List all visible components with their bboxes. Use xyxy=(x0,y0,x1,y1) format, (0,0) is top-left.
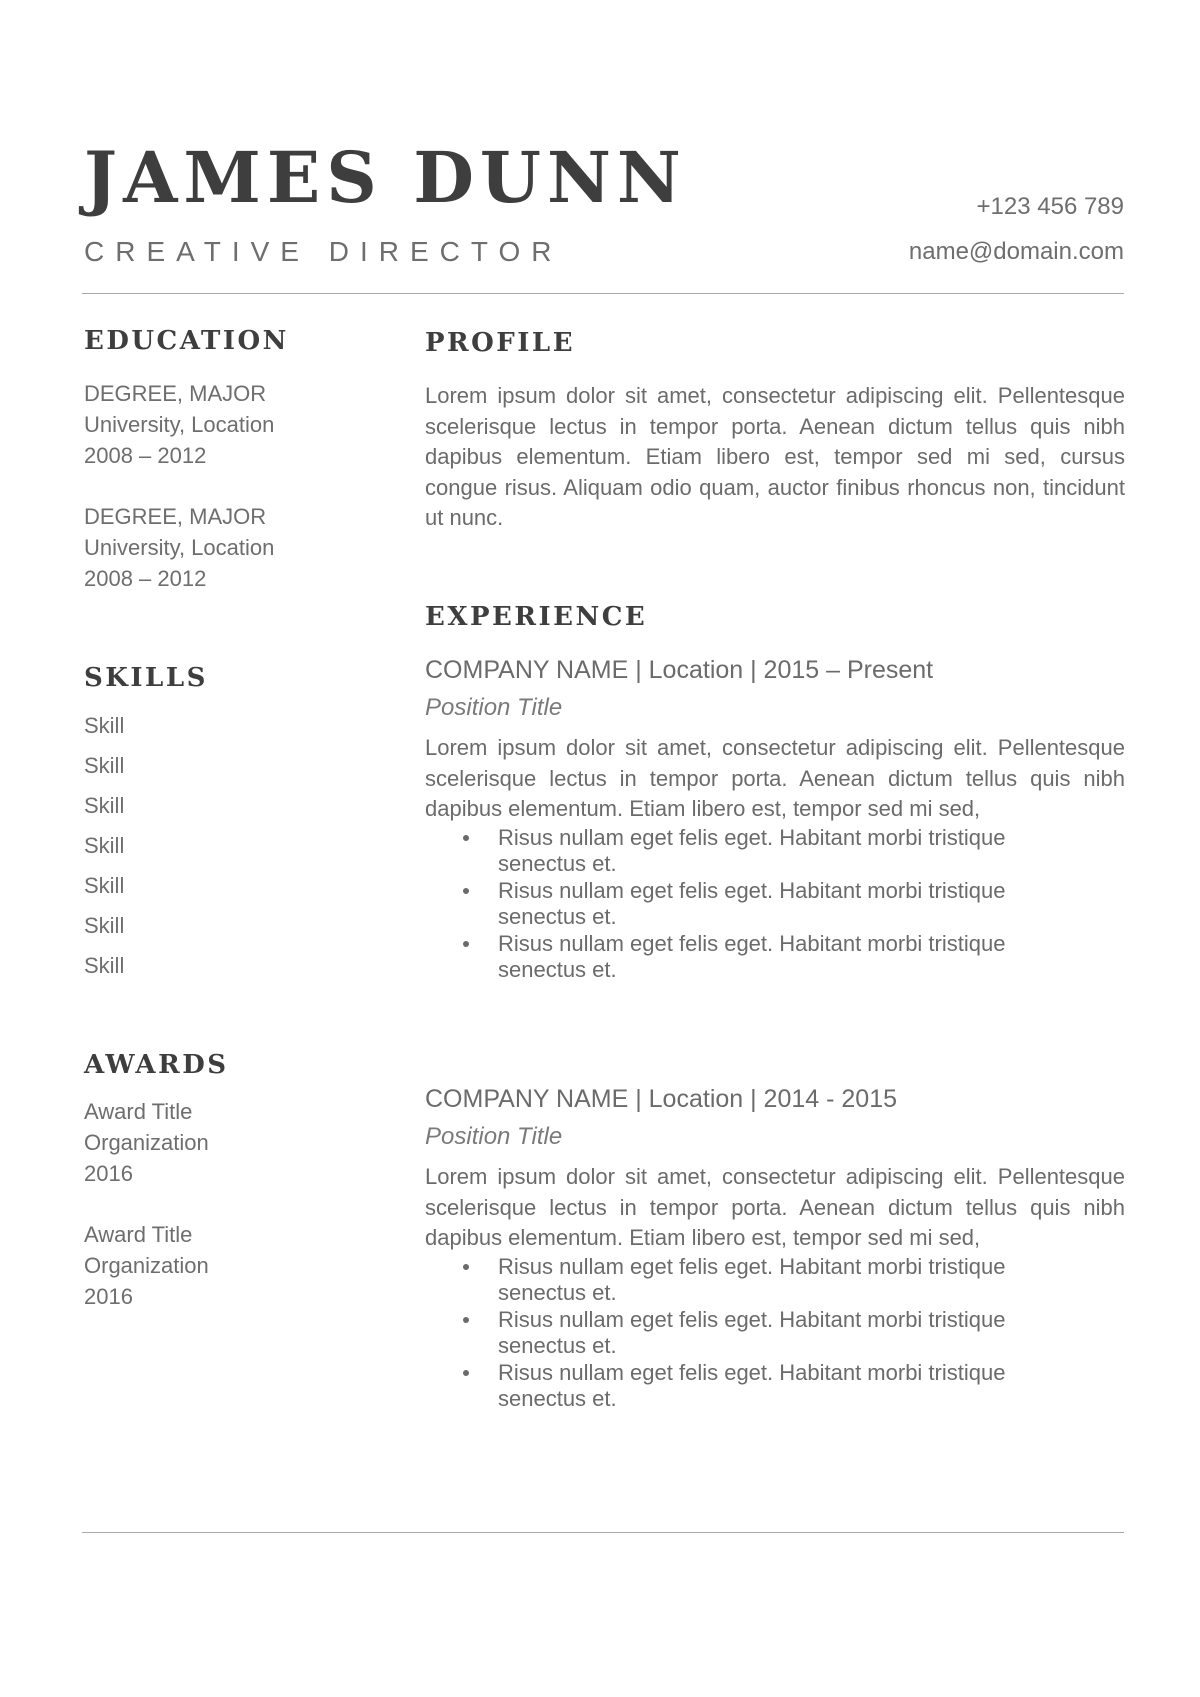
bullet-icon xyxy=(463,1370,469,1376)
education-item xyxy=(84,378,404,471)
award-item xyxy=(84,1096,404,1189)
company-line: COMPANY NAME | Location | 2015 – Present xyxy=(425,656,934,684)
award-title: Award Title xyxy=(84,1222,193,1247)
bullet-icon xyxy=(463,1317,469,1323)
experience-item xyxy=(425,653,1125,984)
award-year: 2016 xyxy=(84,1161,133,1186)
award-organization: Organization xyxy=(84,1130,209,1155)
job-description: Lorem ipsum dolor sit amet, consectetur adipiscing elit. Pellentesque scelerisque lectus in tempor porta. Aenean dictum tellus quis nibh dapibus elementum. Etiam libero est, tempor sed mi sed, xyxy=(425,1164,1125,1250)
education-school: University, Location xyxy=(84,412,275,437)
company-line: COMPANY NAME | Location | 2014 - 2015 xyxy=(425,1085,898,1113)
skills-list xyxy=(84,706,404,986)
education-years: 2008 – 2012 xyxy=(84,443,207,468)
position-title: Position Title xyxy=(425,1123,563,1150)
bullet-icon xyxy=(463,888,469,894)
education-item xyxy=(84,501,404,594)
skill-item: Skill xyxy=(84,793,125,818)
list-item: Risus nullam eget felis eget. Habitant morbi tristique senectus et. xyxy=(425,1307,1125,1360)
education-school: University, Location xyxy=(84,535,275,560)
job-title: CREATIVE DIRECTOR xyxy=(84,236,563,267)
profile-heading: PROFILE xyxy=(425,328,576,358)
skill-item: Skill xyxy=(84,953,125,978)
skill-item: Skill xyxy=(84,873,125,898)
profile-section xyxy=(425,381,1125,534)
list-item: Risus nullam eget felis eget. Habitant morbi tristique senectus et. xyxy=(425,825,1125,878)
education-degree: DEGREE, MAJOR xyxy=(84,504,267,529)
education-years: 2008 – 2012 xyxy=(84,566,207,591)
bullet-icon xyxy=(463,835,469,841)
profile-text: Lorem ipsum dolor sit amet, consectetur adipiscing elit. Pellentesque scelerisque lectus in tempor porta. Aenean dictum tellus quis nibh dapibus elementum. Etiam libero est, tempor sed mi sed, cursus congue risus. Aliquam odio quam, auctor finibus rhoncus non, tincidunt ut nunc. xyxy=(425,383,1125,530)
phone-number: +123 456 789 xyxy=(976,193,1124,220)
education-heading: EDUCATION xyxy=(84,326,289,356)
education-degree: DEGREE, MAJOR xyxy=(84,381,267,406)
list-item: Risus nullam eget felis eget. Habitant morbi tristique senectus et. xyxy=(425,931,1125,984)
skill-item: Skill xyxy=(84,913,125,938)
award-year: 2016 xyxy=(84,1284,133,1309)
list-item: Risus nullam eget felis eget. Habitant morbi tristique senectus et. xyxy=(425,1360,1125,1413)
bullet-icon xyxy=(463,941,469,947)
skill-item: Skill xyxy=(84,833,125,858)
experience-item xyxy=(425,1082,1125,1413)
awards-list xyxy=(84,1096,404,1342)
job-bullets xyxy=(425,825,1125,984)
skills-heading: SKILLS xyxy=(84,663,208,693)
job-description: Lorem ipsum dolor sit amet, consectetur adipiscing elit. Pellentesque scelerisque lectus in tempor porta. Aenean dictum tellus quis nibh dapibus elementum. Etiam libero est, tempor sed mi sed, xyxy=(425,735,1125,821)
footer-divider xyxy=(82,1532,1124,1533)
skill-item: Skill xyxy=(84,753,125,778)
award-item xyxy=(84,1219,404,1312)
award-title: Award Title xyxy=(84,1099,193,1124)
email-address: name@domain.com xyxy=(908,238,1124,265)
list-item: Risus nullam eget felis eget. Habitant morbi tristique senectus et. xyxy=(425,1254,1125,1307)
job-bullets xyxy=(425,1254,1125,1413)
header-divider xyxy=(82,293,1124,294)
list-item: Risus nullam eget felis eget. Habitant morbi tristique senectus et. xyxy=(425,878,1125,931)
education-list xyxy=(84,378,404,624)
experience-heading: EXPERIENCE xyxy=(425,602,648,632)
skill-item: Skill xyxy=(84,713,125,738)
award-organization: Organization xyxy=(84,1253,209,1278)
position-title: Position Title xyxy=(425,694,563,721)
bullet-icon xyxy=(463,1264,469,1270)
awards-heading: AWARDS xyxy=(84,1050,229,1080)
candidate-name: JAMES DUNN xyxy=(84,136,687,219)
